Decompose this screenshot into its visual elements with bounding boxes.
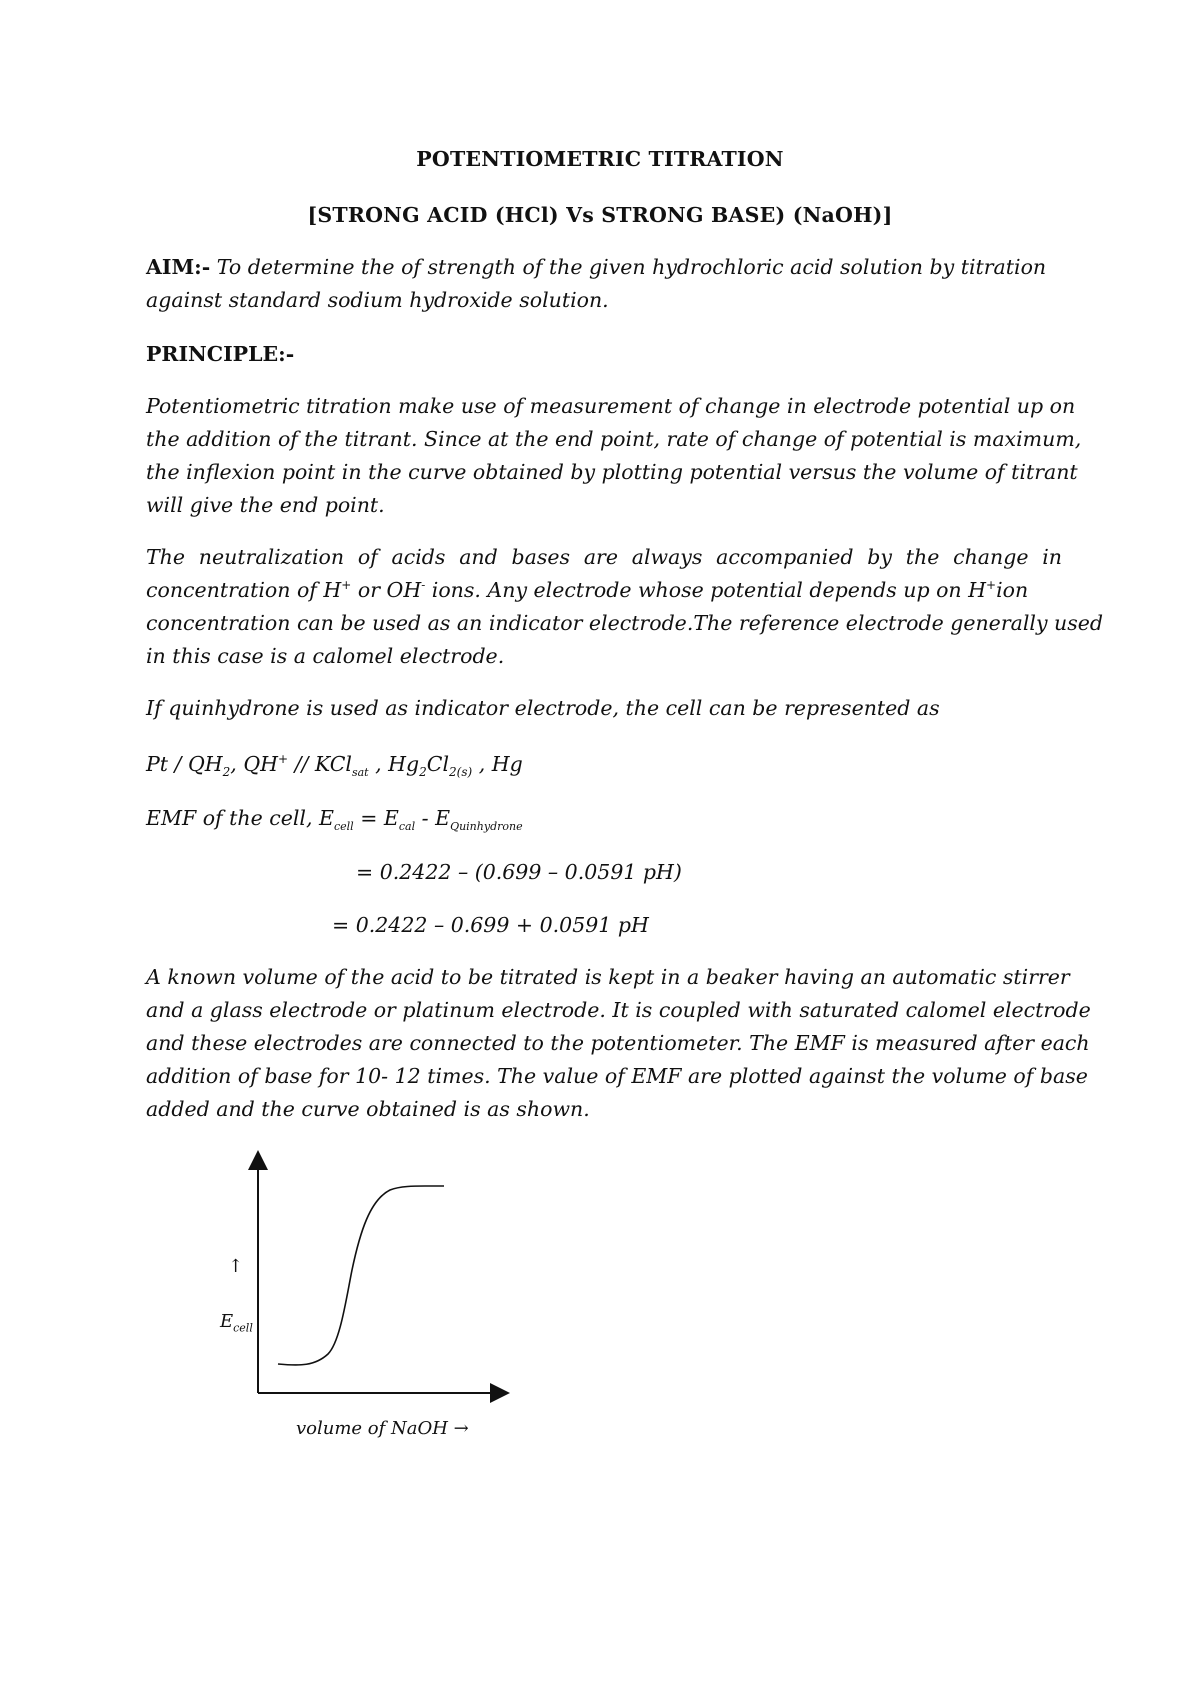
y-axis-arrow-icon: ↑ <box>228 1256 244 1277</box>
para2-line3: concentration can be used as an indicator electrode.The reference electrode generally used <box>146 611 1104 635</box>
para1-line3: the inflexion point in the curve obtained by plotting potential versus the volume of titrant <box>146 460 1078 484</box>
para2-line4: in this case is a calomel electrode. <box>146 644 505 668</box>
emf-equation-step2: = 0.2422 – (0.699 – 0.0591 pH) <box>356 860 682 884</box>
para4-line5: added and the curve obtained is as shown. <box>146 1097 590 1121</box>
para4-line4: addition of base for 10- 12 times. The value of EMF are plotted against the volume of base <box>146 1064 1088 1088</box>
para4-line2: and a glass electrode or platinum electrode. It is coupled with saturated calomel electrode <box>146 998 1091 1022</box>
aim-paragraph <box>146 251 1062 317</box>
document-subtitle: [STRONG ACID (HCl) Vs STRONG BASE) (NaOH)] <box>307 203 893 227</box>
principle-paragraph-1 <box>146 390 1082 522</box>
x-axis-label: volume of NaOH → <box>296 1418 469 1439</box>
aim-text-line2: against standard sodium hydroxide solution. <box>146 288 609 312</box>
aim-text-line1: To determine the of strength of the given hydrochloric acid solution by titration <box>210 255 1047 279</box>
cell-representation: Pt / $QH_2$, QH+ // KCl$_{sat}$ , $Hg_2Cl_{2(s)}$ , Hg <box>146 752 523 780</box>
principle-heading: PRINCIPLE:- <box>146 342 295 366</box>
para1-line2: the addition of the titrant. Since at the end point, rate of change of potential is maximum, <box>146 427 1082 451</box>
para1-line1: Potentiometric titration make use of measurement of change in electrode potential up on <box>146 394 1076 418</box>
para4-line1: A known volume of the acid to be titrated is kept in a beaker having an automatic stirrer <box>146 965 1070 989</box>
para1-line4: will give the end point. <box>146 493 385 517</box>
para2-line1: The neutralization of acids and bases are always accompanied by the change in <box>146 545 1062 569</box>
principle-paragraph-2 <box>146 541 1104 673</box>
procedure-paragraph <box>146 961 1091 1126</box>
titration-curve <box>278 1186 444 1365</box>
aim-label: AIM:- <box>146 255 211 279</box>
document-title: POTENTIOMETRIC TITRATION <box>416 147 784 171</box>
emf-equation-step3: = 0.2422 – 0.699 + 0.0591 pH <box>332 913 649 937</box>
emf-equation: EMF of the cell, $E_{cell} = E_{cal} - E_{Quinhydrone}$ <box>146 806 523 834</box>
y-axis-label: $E_{cell}$ <box>220 1311 253 1335</box>
para2-line2: concentration of H+ or OH- ions. Any electrode whose potential depends up on H+ion <box>146 578 1029 602</box>
principle-paragraph-3: If quinhydrone is used as indicator electrode, the cell can be represented as <box>146 696 940 720</box>
para4-line3: and these electrodes are connected to the potentiometer. The EMF is measured after each <box>146 1031 1090 1055</box>
